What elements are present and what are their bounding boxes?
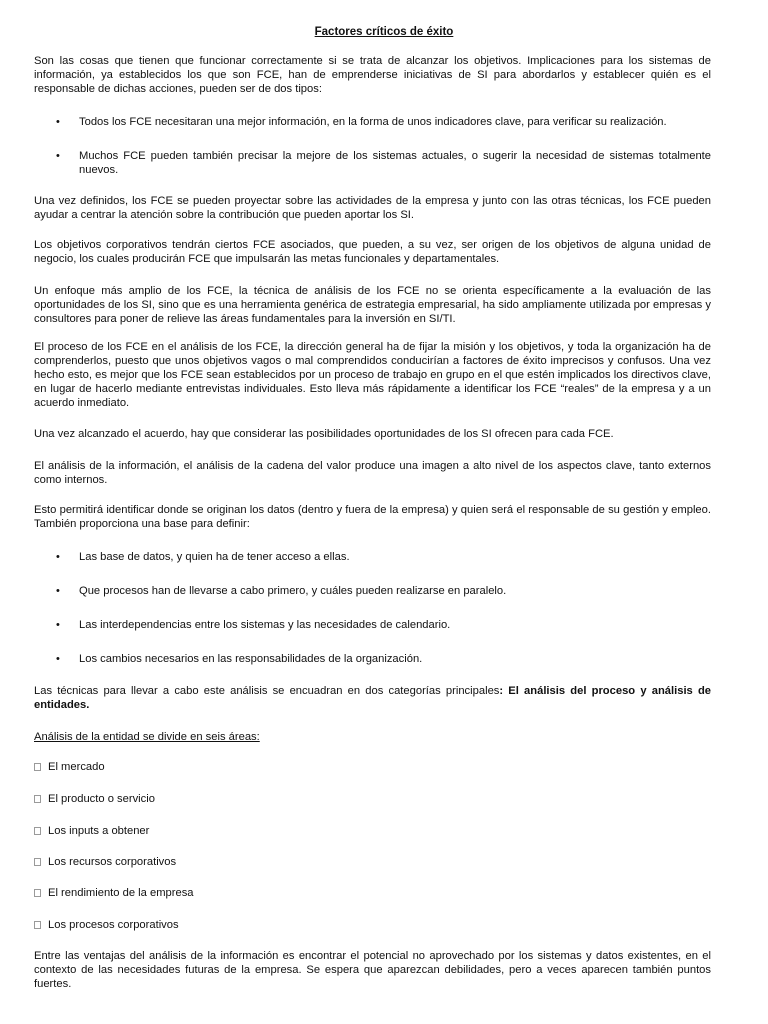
paragraph-2: Una vez definidos, los FCE se pueden proyectar sobre las actividades de la empresa y junto con las otras técnicas, los FCE pueden ayudar a centrar la atención sobre la contribución que pueden aportar los SI. — [34, 195, 711, 221]
area-item: Los recursos corporativos — [48, 856, 177, 868]
bullet-icon: • — [56, 653, 60, 665]
paragraph-4: Un enfoque más amplio de los FCE, la técnica de análisis de los FCE no se orienta específicamente a la evaluación de las oportunidades de los SI, sino que es una herramienta genérica de estrategia empresarial, ha sido ampliamente utilizada por empresas y consultores para poner de relieve las áreas fundamentales para la inversión en SI/TI. — [34, 285, 711, 325]
checkbox-icon — [34, 889, 41, 897]
bullet-item: Las base de datos, y quien ha de tener acceso a ellas. — [79, 551, 350, 563]
bullet-icon: • — [56, 551, 60, 563]
page-title: Factores críticos de éxito — [314, 26, 454, 38]
area-item: Los inputs a obtener — [48, 825, 150, 837]
checkbox-icon — [34, 858, 41, 866]
bullet-icon: • — [56, 116, 60, 128]
bullet-icon: • — [56, 150, 60, 162]
intro-paragraph: Son las cosas que tienen que funcionar correctamente si se trata de alcanzar los objetivos. Implicaciones para los sistemas de información, ya establecidos los que son FCE, han de emprenderse iniciativas de SI para abordarlos y establecer quién es el responsable de dichas acciones, pueden ser de dos tipos: — [34, 55, 711, 95]
area-item: El mercado — [48, 761, 105, 773]
paragraph-7: El análisis de la información, el análisis de la cadena del valor produce una imagen a alto nivel de los aspectos clave, tanto externos como internos. — [34, 460, 711, 486]
paragraph-9 — [34, 684, 711, 712]
entity-heading: Análisis de la entidad se divide en seis áreas: — [34, 731, 260, 743]
area-item: El rendimiento de la empresa — [48, 887, 194, 899]
bullet-item: Que procesos han de llevarse a cabo primero, y cuáles pueden realizarse en paralelo. — [79, 585, 507, 597]
checkbox-icon — [34, 795, 41, 803]
paragraph-9-text: Las técnicas para llevar a cabo este análisis se encuadran en dos categorías principales — [34, 685, 500, 697]
checkbox-icon — [34, 763, 41, 771]
bullet-icon: • — [56, 619, 60, 631]
bullet-item: Las interdependencias entre los sistemas y las necesidades de calendario. — [79, 619, 451, 631]
checkbox-icon — [34, 921, 41, 929]
paragraph-8: Esto permitirá identificar donde se originan los datos (dentro y fuera de la empresa) y quien será el responsable de su gestión y empleo. También proporciona una base para definir: — [34, 504, 711, 530]
bullet-item: Todos los FCE necesitaran una mejor información, en la forma de unos indicadores clave, para verificar su realización. — [79, 116, 667, 128]
paragraph-5: El proceso de los FCE en el análisis de los FCE, la dirección general ha de fijar la misión y los objetivos, y toda la organización ha de comprenderlos, puesto que unos objetivos vagos o mal comprendidos conducirían a factores de éxito imprecisos y confusos. Una vez hecho esto, es mejor que los FCE sean establecidos por un proceso de trabajo en grupo en el que estén implicados los directivos clave, en lugar de hacerlo mediante entrevistas individuales. Esto lleva más rápidamente a identificar los FCE “reales” de la empresa y a un acuerdo inmediato. — [34, 341, 711, 409]
paragraph-3: Los objetivos corporativos tendrán ciertos FCE asociados, que pueden, a su vez, ser origen de los objetivos de alguna unidad de negocio, los cuales producirán FCE que impulsarán las metas funcionales y departamentales. — [34, 239, 711, 265]
bullet-item: Los cambios necesarios en las responsabilidades de la organización. — [79, 653, 423, 665]
area-item: Los procesos corporativos — [48, 919, 179, 931]
paragraph-9-bold: : El análisis del proceso y análisis de entidades. — [34, 685, 712, 711]
bullet-item: Muchos FCE pueden también precisar la mejore de los sistemas actuales, o sugerir la necesidad de sistemas totalmente nuevos. — [79, 150, 711, 176]
bullet-icon: • — [56, 585, 60, 597]
checkbox-icon — [34, 827, 41, 835]
area-item: El producto o servicio — [48, 793, 155, 805]
paragraph-10: Entre las ventajas del análisis de la información es encontrar el potencial no aprovechado por los sistemas y datos existentes, en el contexto de las necesidades futuras de la empresa. Se espera que aparezcan debilidades, pero a veces aparecen también puntos fuertes. — [34, 950, 711, 990]
paragraph-6: Una vez alcanzado el acuerdo, hay que considerar las posibilidades oportunidades de los SI ofrecen para cada FCE. — [34, 428, 614, 440]
